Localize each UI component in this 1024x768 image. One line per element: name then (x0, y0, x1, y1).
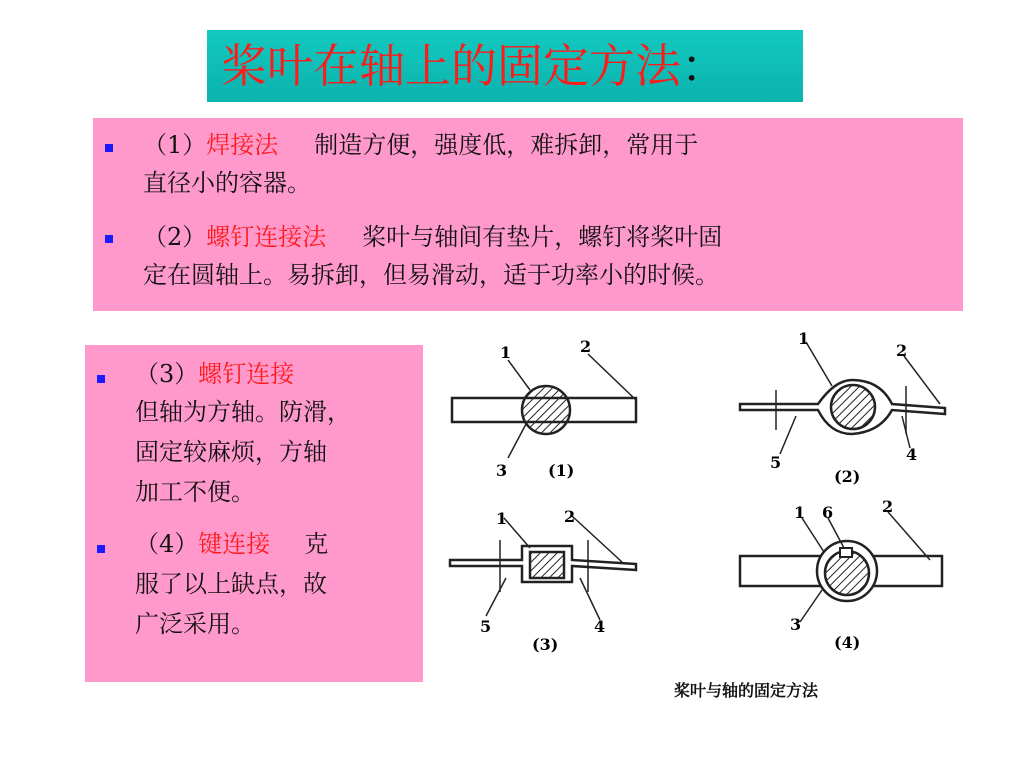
list-item-welding-cont: 直径小的容器。 (143, 169, 311, 197)
diagram-label: 2 (882, 497, 894, 516)
diagram-label: 2 (896, 341, 908, 360)
diagram-label: 3 (790, 615, 802, 634)
diagram-label: 2 (580, 337, 592, 356)
diagram-label: 1 (794, 503, 806, 522)
list-item-line: 加工不便。 (135, 478, 255, 506)
text-box-top (93, 118, 963, 311)
bullet-icon (97, 545, 105, 553)
diagram-welding (452, 337, 636, 480)
page-title: 桨叶在轴上的固定方法： (221, 39, 727, 93)
diagram-label: 1 (798, 330, 810, 348)
diagram-label: 4 (906, 445, 918, 464)
diagram-label: 6 (822, 503, 834, 522)
bullet-icon (105, 235, 113, 243)
diagram-key (740, 497, 942, 652)
diagram-label: 5 (480, 617, 492, 636)
list-item-screw: （2）螺钉连接法 桨叶与轴间有垫片，螺钉将桨叶固 (143, 223, 723, 251)
diagram-screw-round (740, 330, 945, 486)
list-item-line: 固定较麻烦，方轴 (135, 438, 327, 466)
bullet-icon (97, 375, 105, 383)
list-item-welding: （1）焊接法 制造方便，强度低，难拆卸，常用于 (143, 131, 699, 159)
diagram-subcaption: (4) (834, 633, 861, 652)
list-item-key: （4）键连接 克 (135, 530, 329, 558)
diagram-subcaption: (3) (532, 635, 559, 654)
diagram-label: 4 (594, 617, 606, 636)
list-item-square-screw: （3）螺钉连接 (135, 360, 295, 388)
diagram-label: 1 (496, 509, 508, 528)
diagram-subcaption: (2) (834, 467, 861, 486)
diagram-subcaption: (1) (548, 461, 575, 480)
diagram-label: 5 (770, 453, 782, 472)
list-item-line: 但轴为方轴。防滑， (135, 398, 351, 426)
list-item-line: 服了以上缺点，故 (135, 570, 327, 598)
list-item-screw-cont: 定在圆轴上。易拆卸，但易滑动，适于功率小的时候。 (143, 261, 719, 289)
bullet-icon (105, 144, 113, 152)
fixing-methods-diagram (440, 330, 970, 710)
diagram-label: 3 (496, 461, 508, 480)
figure-caption: 桨叶与轴的固定方法 (674, 681, 819, 700)
diagram-screw-square (450, 507, 636, 654)
text-box-left (85, 345, 423, 682)
title-banner (207, 30, 803, 102)
list-item-line: 广泛采用。 (135, 610, 255, 638)
diagram-label: 1 (500, 343, 512, 362)
diagram-label: 2 (564, 507, 576, 526)
